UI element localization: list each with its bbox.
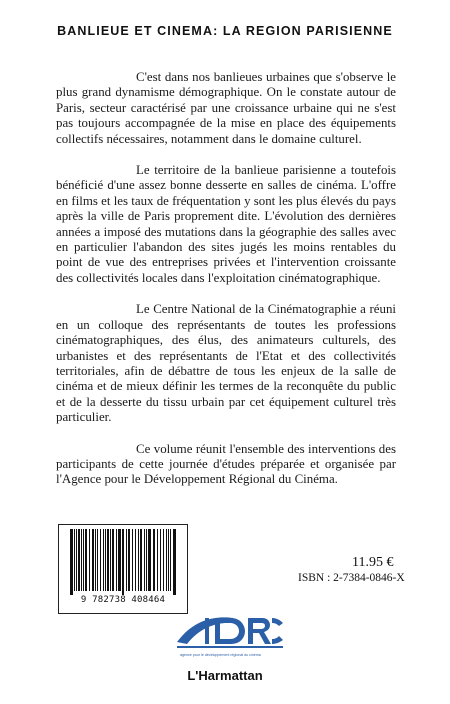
publisher-name: L'Harmattan xyxy=(187,668,263,683)
barcode-bar xyxy=(105,529,106,591)
barcode-bar xyxy=(153,529,155,591)
barcode-bar xyxy=(146,529,147,591)
book-series-title: BANLIEUE ET CINEMA: LA REGION PARISIENNE xyxy=(57,24,393,38)
barcode-digits: 9 782738 408464 xyxy=(80,595,166,605)
logo-r xyxy=(248,618,271,644)
barcode-bar xyxy=(132,529,133,591)
logo-d xyxy=(215,618,245,644)
barcode-bar xyxy=(85,529,87,591)
barcode-bar xyxy=(166,529,167,591)
barcode-bar xyxy=(112,529,114,591)
paragraph-1: C'est dans nos banlieues urbaines que s'observe le plus grand dynamisme démographique. On le constate autour de Paris, secteur caractérisé par une croissance urbaine qui ne s'est pas toujours accompagnée de la mise en place des équipements collectifs nécessaires, notamment dans le domaine culturel. xyxy=(56,70,396,146)
barcode-bar xyxy=(74,529,75,591)
barcode-bar xyxy=(116,529,117,591)
barcode-bar xyxy=(144,529,145,591)
barcode-bar xyxy=(81,529,82,591)
back-cover-text xyxy=(56,70,396,504)
barcode-bar xyxy=(97,529,98,591)
barcode-bar xyxy=(103,529,104,591)
barcode-bars xyxy=(69,529,177,595)
barcode-bar xyxy=(107,529,109,591)
barcode-bar xyxy=(100,529,101,591)
logo-tagline: agence pour le développement régional du cinéma xyxy=(180,653,261,657)
barcode-bar xyxy=(128,529,130,591)
barcode-bar xyxy=(140,529,142,591)
price: 11.95 € xyxy=(352,555,394,570)
barcode-bar xyxy=(126,529,127,591)
barcode-bar xyxy=(78,529,80,591)
barcode-bar xyxy=(70,529,73,595)
barcode-bar xyxy=(163,529,164,591)
barcode-bar xyxy=(92,529,94,591)
barcode-bar xyxy=(76,529,77,591)
barcode-bar xyxy=(89,529,90,591)
barcode-bar xyxy=(95,529,96,591)
logo-c xyxy=(272,618,283,644)
barcode-bar xyxy=(148,529,151,591)
barcode-bar xyxy=(168,529,169,591)
paragraph-2: Le territoire de la banlieue parisienne a toutefois bénéficié d'une assez bonne desserte en salles de cinéma. L'offre en films et les taux de fréquentation y sont les plus élevés du pays après la ville de Paris proprement dite. L'évolution des dernières années a imposé des mutations dans la géographie des salles avec en particulier l'abandon des sites jugés les moins rentables du point de vue des entreprises privées et l'intervention croissante des collectivités locales dans l'exploitation cinématographique. xyxy=(56,163,396,285)
barcode-bar xyxy=(157,529,158,591)
logo-bar-1 xyxy=(205,618,209,644)
paragraph-4: Ce volume réunit l'ensemble des interventions des participants de cette journée d'études préparée et organisée par l'Agence pour le Développement Régional du Cinéma. xyxy=(56,441,396,487)
barcode-bar xyxy=(135,529,136,591)
barcode xyxy=(58,524,188,614)
barcode-bar xyxy=(173,529,176,595)
barcode-bar xyxy=(138,529,139,591)
barcode-bar xyxy=(160,529,161,591)
logo-underline xyxy=(177,646,283,648)
isbn: ISBN : 2-7384-0846-X xyxy=(298,572,405,584)
barcode-bar xyxy=(110,529,111,591)
barcode-bar xyxy=(118,529,121,591)
adrc-logo xyxy=(175,614,285,654)
barcode-bar xyxy=(83,529,84,591)
barcode-bar xyxy=(170,529,171,591)
paragraph-3: Le Centre National de la Cinématographie a réuni en un colloque des représentants de toutes les professions cinématographiques, des élus, des animateurs culturels, des urbanistes et des représentants de l'Etat et des collectivités territoriales, afin de débattre de tous les enjeux de la salle de cinéma et de mieux définir les termes de la reconquête du public et de la desserte du tissu urbain par cet équipement culturel très particulier. xyxy=(56,302,396,425)
barcode-bar xyxy=(122,529,124,595)
